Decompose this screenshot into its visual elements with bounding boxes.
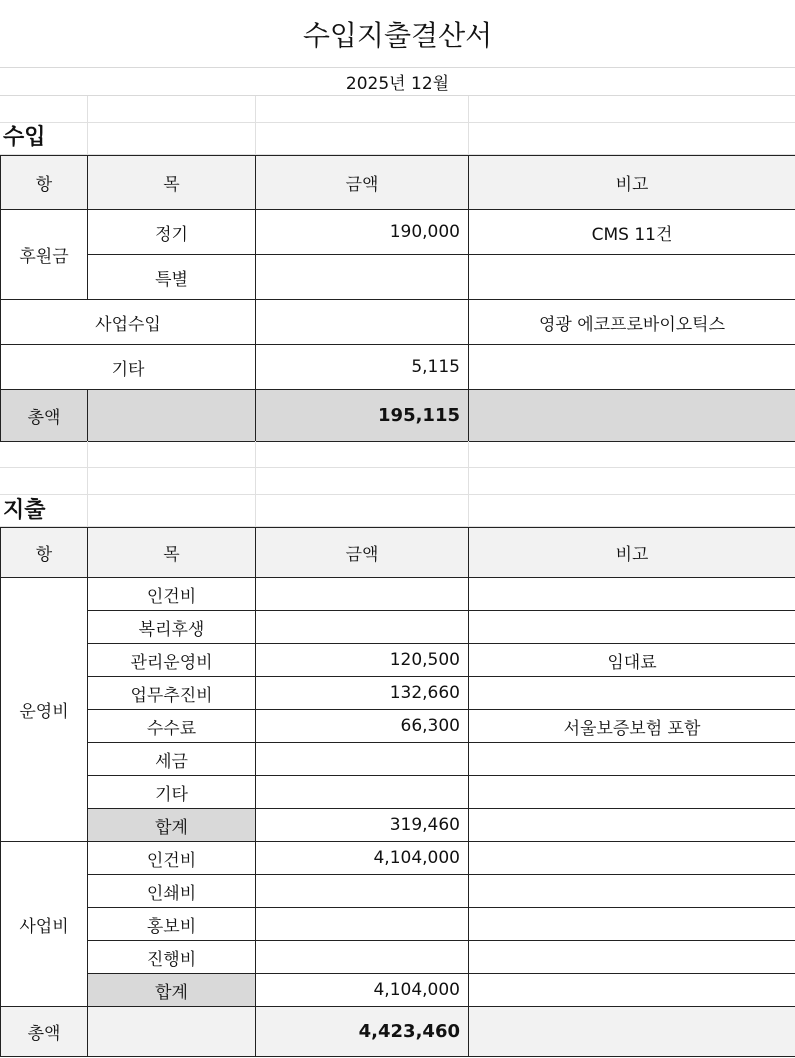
expense-header-row <box>1 528 795 578</box>
income-section-row <box>0 123 795 155</box>
project-note[interactable] <box>469 908 795 941</box>
operating-mok[interactable]: 세금 <box>88 743 256 776</box>
income-table <box>0 155 795 442</box>
table-row <box>1 677 795 710</box>
income-total-empty[interactable] <box>88 390 256 442</box>
operating-subtotal-label[interactable]: 합계 <box>88 809 256 842</box>
empty-row <box>0 468 795 495</box>
operating-mok[interactable]: 관리운영비 <box>88 644 256 677</box>
operating-note[interactable]: 서울보증보험 포함 <box>469 710 795 743</box>
table-row <box>1 875 795 908</box>
table-row <box>1 776 795 809</box>
table-row <box>1 644 795 677</box>
operating-subtotal-amount[interactable]: 319,460 <box>256 809 469 842</box>
regular-note[interactable]: CMS 11건 <box>469 210 795 255</box>
header-amount: 금액 <box>256 156 469 210</box>
special-amount[interactable] <box>256 255 469 300</box>
expense-total-note[interactable] <box>469 1007 795 1057</box>
table-row <box>1 300 795 345</box>
project-note[interactable] <box>469 842 795 875</box>
table-row <box>1 941 795 974</box>
expense-total-row <box>1 1007 795 1057</box>
other-income-note[interactable] <box>469 345 795 390</box>
project-amount[interactable] <box>256 908 469 941</box>
operating-mok[interactable]: 수수료 <box>88 710 256 743</box>
operating-note[interactable] <box>469 578 795 611</box>
business-income-amount[interactable] <box>256 300 469 345</box>
expense-total-label[interactable]: 총액 <box>1 1007 88 1057</box>
operating-amount[interactable]: 132,660 <box>256 677 469 710</box>
table-row <box>1 345 795 390</box>
project-note[interactable] <box>469 941 795 974</box>
operating-note[interactable] <box>469 611 795 644</box>
table-row <box>1 908 795 941</box>
table-row <box>1 710 795 743</box>
header-amount: 금액 <box>256 528 469 578</box>
period-label: 2025년 12월 <box>0 68 795 96</box>
empty-row <box>0 96 795 123</box>
operating-mok[interactable]: 복리후생 <box>88 611 256 644</box>
table-row <box>1 578 795 611</box>
income-header-row <box>1 156 795 210</box>
expense-section-row <box>0 495 795 527</box>
header-hang: 항 <box>1 528 88 578</box>
expense-total-amount[interactable]: 4,423,460 <box>256 1007 469 1057</box>
project-subtotal-amount[interactable]: 4,104,000 <box>256 974 469 1007</box>
table-row <box>1 210 795 255</box>
table-row <box>1 611 795 644</box>
project-label[interactable]: 사업비 <box>1 842 88 1007</box>
income-total-note[interactable] <box>469 390 795 442</box>
table-row <box>1 842 795 875</box>
project-note[interactable] <box>469 875 795 908</box>
income-total-row <box>1 390 795 442</box>
header-note: 비고 <box>469 528 795 578</box>
expense-table <box>0 527 795 1057</box>
project-amount[interactable]: 4,104,000 <box>256 842 469 875</box>
operating-mok[interactable]: 기타 <box>88 776 256 809</box>
special-note[interactable] <box>469 255 795 300</box>
expense-total-empty[interactable] <box>88 1007 256 1057</box>
project-amount[interactable] <box>256 941 469 974</box>
operating-amount[interactable]: 66,300 <box>256 710 469 743</box>
project-subtotal-row <box>1 974 795 1007</box>
operating-mok[interactable]: 인건비 <box>88 578 256 611</box>
project-mok[interactable]: 홍보비 <box>88 908 256 941</box>
operating-amount[interactable] <box>256 743 469 776</box>
project-subtotal-note[interactable] <box>469 974 795 1007</box>
business-income-label[interactable]: 사업수입 <box>1 300 256 345</box>
header-note: 비고 <box>469 156 795 210</box>
empty-row <box>0 441 795 468</box>
operating-mok[interactable]: 업무추진비 <box>88 677 256 710</box>
income-total-label[interactable]: 총액 <box>1 390 88 442</box>
regular-amount[interactable]: 190,000 <box>256 210 469 255</box>
income-section-label: 수입 <box>3 125 46 150</box>
operating-subtotal-row <box>1 809 795 842</box>
expense-section-label: 지출 <box>3 498 46 523</box>
project-mok[interactable]: 인쇄비 <box>88 875 256 908</box>
regular-label[interactable]: 정기 <box>88 210 256 255</box>
project-amount[interactable] <box>256 875 469 908</box>
project-mok[interactable]: 진행비 <box>88 941 256 974</box>
operating-amount[interactable] <box>256 611 469 644</box>
operating-amount[interactable] <box>256 776 469 809</box>
operating-subtotal-note[interactable] <box>469 809 795 842</box>
special-label[interactable]: 특별 <box>88 255 256 300</box>
header-hang: 항 <box>1 156 88 210</box>
project-mok[interactable]: 인건비 <box>88 842 256 875</box>
income-total-amount[interactable]: 195,115 <box>256 390 469 442</box>
operating-amount[interactable] <box>256 578 469 611</box>
page-title: 수입지출결산서 <box>0 0 795 68</box>
operating-note[interactable]: 임대료 <box>469 644 795 677</box>
operating-note[interactable] <box>469 743 795 776</box>
header-mok: 목 <box>88 156 256 210</box>
other-income-label[interactable]: 기타 <box>1 345 256 390</box>
operating-label[interactable]: 운영비 <box>1 578 88 842</box>
table-row <box>1 743 795 776</box>
operating-note[interactable] <box>469 776 795 809</box>
project-subtotal-label[interactable]: 합계 <box>88 974 256 1007</box>
donation-label[interactable]: 후원금 <box>1 210 88 300</box>
other-income-amount[interactable]: 5,115 <box>256 345 469 390</box>
operating-note[interactable] <box>469 677 795 710</box>
operating-amount[interactable]: 120,500 <box>256 644 469 677</box>
header-mok: 목 <box>88 528 256 578</box>
business-income-note[interactable]: 영광 에코프로바이오틱스 <box>469 300 795 345</box>
table-row <box>1 255 795 300</box>
